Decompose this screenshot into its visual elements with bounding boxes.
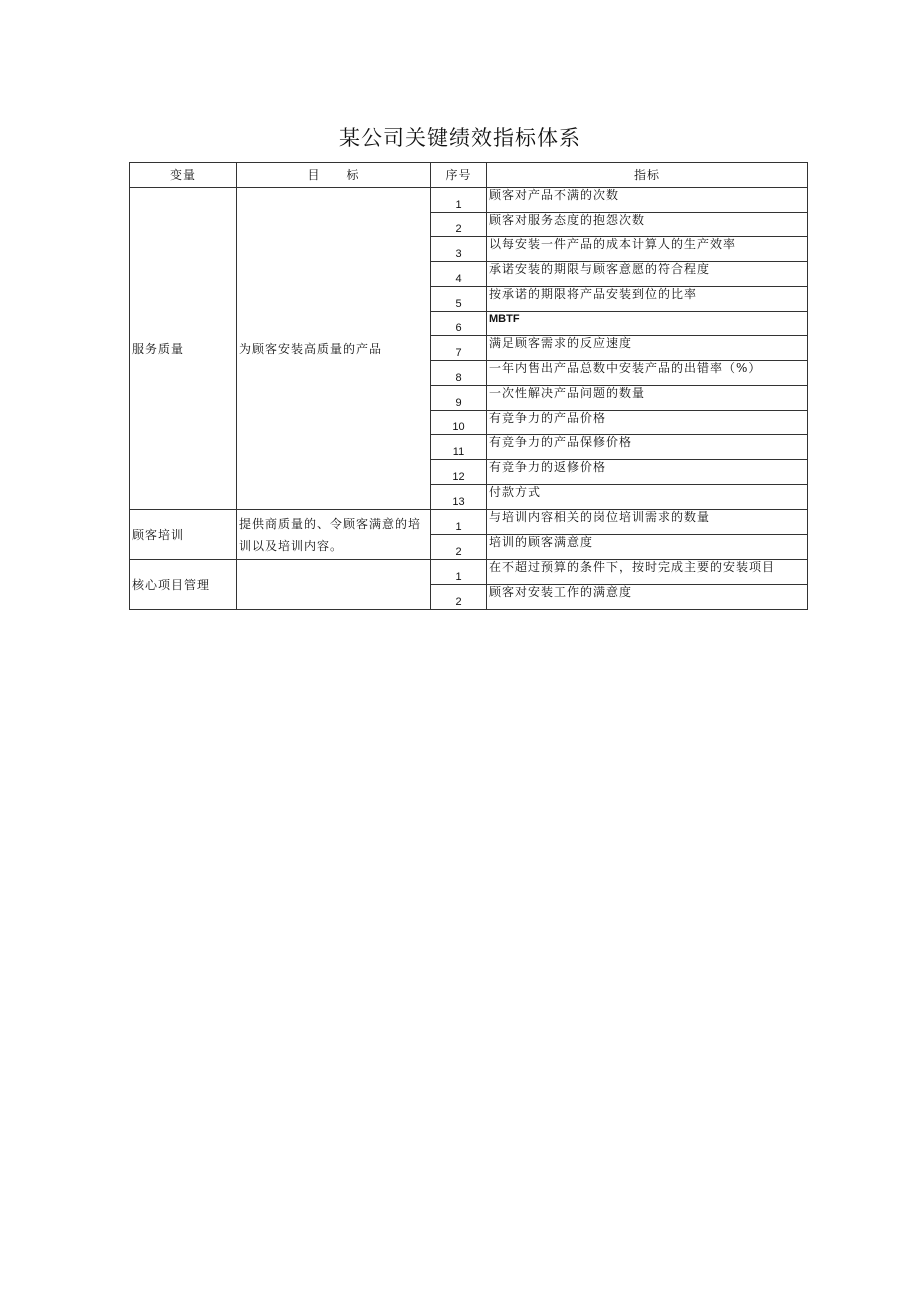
number-cell: 9 (431, 386, 487, 411)
number-cell: 11 (431, 435, 487, 460)
number-cell: 4 (431, 262, 487, 287)
goal-cell: 提供商质量的、令顾客满意的培训以及培训内容。 (237, 510, 431, 560)
kpi-table (129, 162, 808, 610)
number-cell: 2 (431, 585, 487, 610)
number-cell: 2 (431, 535, 487, 560)
table-row (130, 188, 808, 213)
indicator-cell: 满足顾客需求的反应速度 (487, 336, 808, 361)
goal-cell (237, 560, 431, 610)
indicator-cell: 顾客对产品不满的次数 (487, 188, 808, 213)
indicator-cell: 有竞争力的返修价格 (487, 460, 808, 485)
number-cell: 10 (431, 411, 487, 435)
indicator-cell: 有竞争力的产品价格 (487, 411, 808, 435)
indicator-cell: 按承诺的期限将产品安装到位的比率 (487, 287, 808, 312)
variable-cell: 核心项目管理 (130, 560, 237, 610)
number-cell: 6 (431, 312, 487, 336)
indicator-cell: 承诺安装的期限与顾客意愿的符合程度 (487, 262, 808, 287)
indicator-cell: 顾客对安装工作的满意度 (487, 585, 808, 610)
indicator-cell: 顾客对服务态度的抱怨次数 (487, 213, 808, 237)
number-cell: 2 (431, 213, 487, 237)
indicator-cell: MBTF (487, 312, 808, 336)
indicator-cell: 付款方式 (487, 485, 808, 510)
page-title: 某公司关键绩效指标体系 (339, 126, 581, 150)
number-cell: 1 (431, 510, 487, 535)
table-row (130, 560, 808, 585)
variable-cell: 服务质量 (130, 188, 237, 510)
indicator-cell: 与培训内容相关的岗位培训需求的数量 (487, 510, 808, 535)
number-cell: 8 (431, 361, 487, 386)
table-header-row (130, 163, 808, 188)
table-row (130, 510, 808, 535)
number-cell: 7 (431, 336, 487, 361)
number-cell: 1 (431, 560, 487, 585)
indicator-cell: 以每安装一件产品的成本计算人的生产效率 (487, 237, 808, 262)
indicator-cell: 一次性解决产品问题的数量 (487, 386, 808, 411)
header-number: 序号 (431, 163, 487, 188)
header-indicator: 指标 (487, 163, 808, 188)
header-variable: 变量 (130, 163, 237, 188)
number-cell: 5 (431, 287, 487, 312)
number-cell: 1 (431, 188, 487, 213)
number-cell: 12 (431, 460, 487, 485)
variable-cell: 顾客培训 (130, 510, 237, 560)
header-goal: 目 标 (237, 163, 431, 188)
indicator-cell: 有竞争力的产品保修价格 (487, 435, 808, 460)
indicator-cell: 在不超过预算的条件下，按时完成主要的安装项目 (487, 560, 808, 585)
indicator-cell: 培训的顾客满意度 (487, 535, 808, 560)
goal-cell: 为顾客安装高质量的产品 (237, 188, 431, 510)
number-cell: 13 (431, 485, 487, 510)
indicator-cell: 一年内售出产品总数中安装产品的出错率（%） (487, 361, 808, 386)
number-cell: 3 (431, 237, 487, 262)
